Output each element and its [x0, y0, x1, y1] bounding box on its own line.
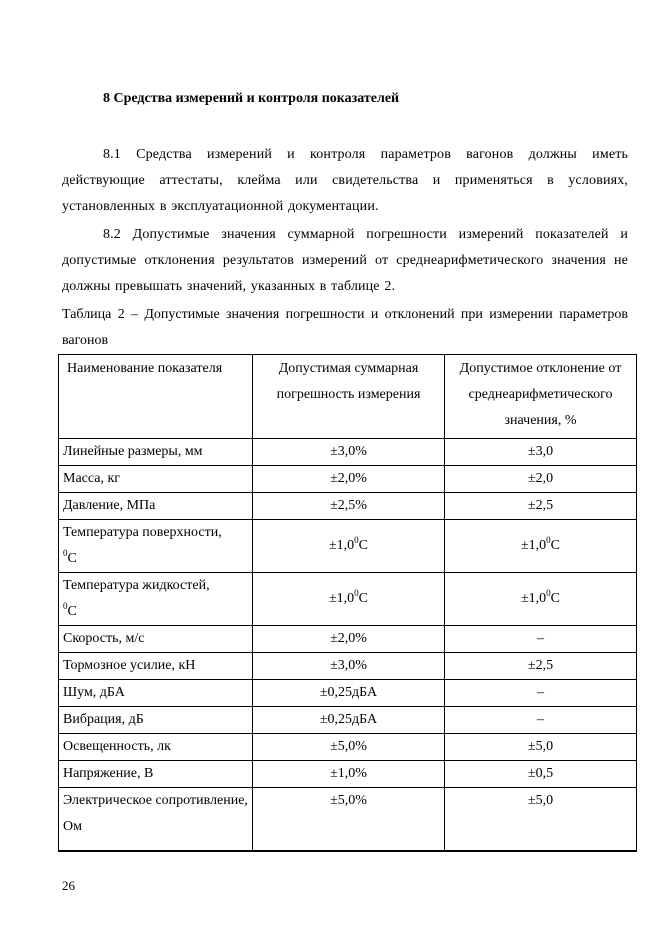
- cell-parameter: Электрическое сопротивление, Ом: [59, 788, 253, 852]
- cell-deviation-value: ±1,0: [520, 538, 547, 553]
- degree-superscript: 0: [546, 535, 551, 545]
- paragraph-8-2: 8.2 Допустимые значения суммарной погрешности измерений показателей и допустимые отклонения результатов измерений от среднеарифметического значения не должны превышать значений, указанных в таблице 2.: [62, 227, 628, 294]
- table-row: [59, 680, 637, 707]
- cell-parameter: [59, 520, 253, 573]
- cell-deviation: [445, 573, 637, 626]
- cell-error: ±2,0%: [253, 626, 445, 653]
- cell-parameter: Напряжение, В: [59, 761, 253, 788]
- degree-superscript: 0: [354, 588, 359, 598]
- cell-deviation-value: ±1,0: [520, 591, 547, 606]
- cell-error: ±5,0%: [253, 788, 445, 852]
- cell-error: ±2,0%: [253, 466, 445, 493]
- table-row: [59, 626, 637, 653]
- cell-parameter: Масса, кг: [59, 466, 253, 493]
- cell-deviation: –: [445, 680, 637, 707]
- cell-error: ±3,0%: [253, 653, 445, 680]
- degree-superscript: 0: [546, 588, 551, 598]
- cell-deviation: –: [445, 707, 637, 734]
- cell-parameter: Скорость, м/с: [59, 626, 253, 653]
- cell-error-value: ±1,0: [328, 591, 355, 606]
- cell-deviation: ±3,0: [445, 439, 637, 466]
- table-row: [59, 761, 637, 788]
- cell-error: ±0,25дБА: [253, 680, 445, 707]
- cell-error: ±1,0%: [253, 761, 445, 788]
- header-parameter: Наименование показателя: [59, 355, 253, 439]
- cell-parameter: Шум, дБА: [59, 680, 253, 707]
- cell-error: ±5,0%: [253, 734, 445, 761]
- cell-deviation: ±2,5: [445, 653, 637, 680]
- cell-error-unit: С: [358, 591, 369, 606]
- table-caption: Таблица 2 – Допустимые значения погрешности и отклонений при измерении параметров вагонов: [62, 307, 628, 348]
- cell-error: ±3,0%: [253, 439, 445, 466]
- table-row: [59, 734, 637, 761]
- cell-parameter: Освещенность, лк: [59, 734, 253, 761]
- paragraph-8-1: 8.1 Средства измерений и контроля параметров вагонов должны иметь действующие аттестаты, клейма или свидетельства и применяться в условиях, установленных в эксплуатационной документации.: [62, 147, 628, 214]
- table-row: [59, 520, 637, 573]
- section-heading: 8 Средства измерений и контроля показателей: [103, 91, 400, 106]
- table-row: [59, 573, 637, 626]
- table-row: [59, 439, 637, 466]
- cell-deviation: ±5,0: [445, 734, 637, 761]
- header-deviation: Допустимое отклонение от среднеарифметического значения, %: [445, 355, 637, 439]
- cell-deviation-unit: С: [550, 591, 561, 606]
- cell-deviation: ±2,5: [445, 493, 637, 520]
- cell-deviation: ±2,0: [445, 466, 637, 493]
- table-row: [59, 707, 637, 734]
- cell-error: [253, 573, 445, 626]
- degree-superscript: 0: [63, 548, 68, 558]
- cell-parameter-unit: С: [67, 604, 77, 619]
- cell-parameter: Давление, МПа: [59, 493, 253, 520]
- cell-parameter-text: Температура жидкостей,: [63, 578, 210, 593]
- table-row: [59, 493, 637, 520]
- table-header-row: [59, 355, 637, 439]
- tolerance-table: [58, 354, 637, 852]
- cell-parameter: Вибрация, дБ: [59, 707, 253, 734]
- table-row: [59, 653, 637, 680]
- cell-deviation: –: [445, 626, 637, 653]
- cell-error: ±0,25дБА: [253, 707, 445, 734]
- degree-superscript: 0: [63, 601, 68, 611]
- cell-deviation: [445, 520, 637, 573]
- header-total-error: Допустимая суммарная погрешность измерения: [253, 355, 445, 439]
- table-row: [59, 788, 637, 852]
- cell-error-value: ±1,0: [328, 538, 355, 553]
- cell-deviation-unit: С: [550, 538, 561, 553]
- cell-parameter-unit: С: [67, 551, 77, 566]
- cell-deviation: ±5,0: [445, 788, 637, 852]
- table-row: [59, 466, 637, 493]
- cell-parameter-text: Температура поверхности,: [63, 525, 222, 540]
- degree-superscript: 0: [354, 535, 359, 545]
- cell-parameter: [59, 573, 253, 626]
- cell-error-unit: С: [358, 538, 369, 553]
- cell-parameter: Линейные размеры, мм: [59, 439, 253, 466]
- cell-parameter: Тормозное усилие, кН: [59, 653, 253, 680]
- cell-error: ±2,5%: [253, 493, 445, 520]
- cell-error: [253, 520, 445, 573]
- page-number: 26: [62, 878, 75, 893]
- cell-deviation: ±0,5: [445, 761, 637, 788]
